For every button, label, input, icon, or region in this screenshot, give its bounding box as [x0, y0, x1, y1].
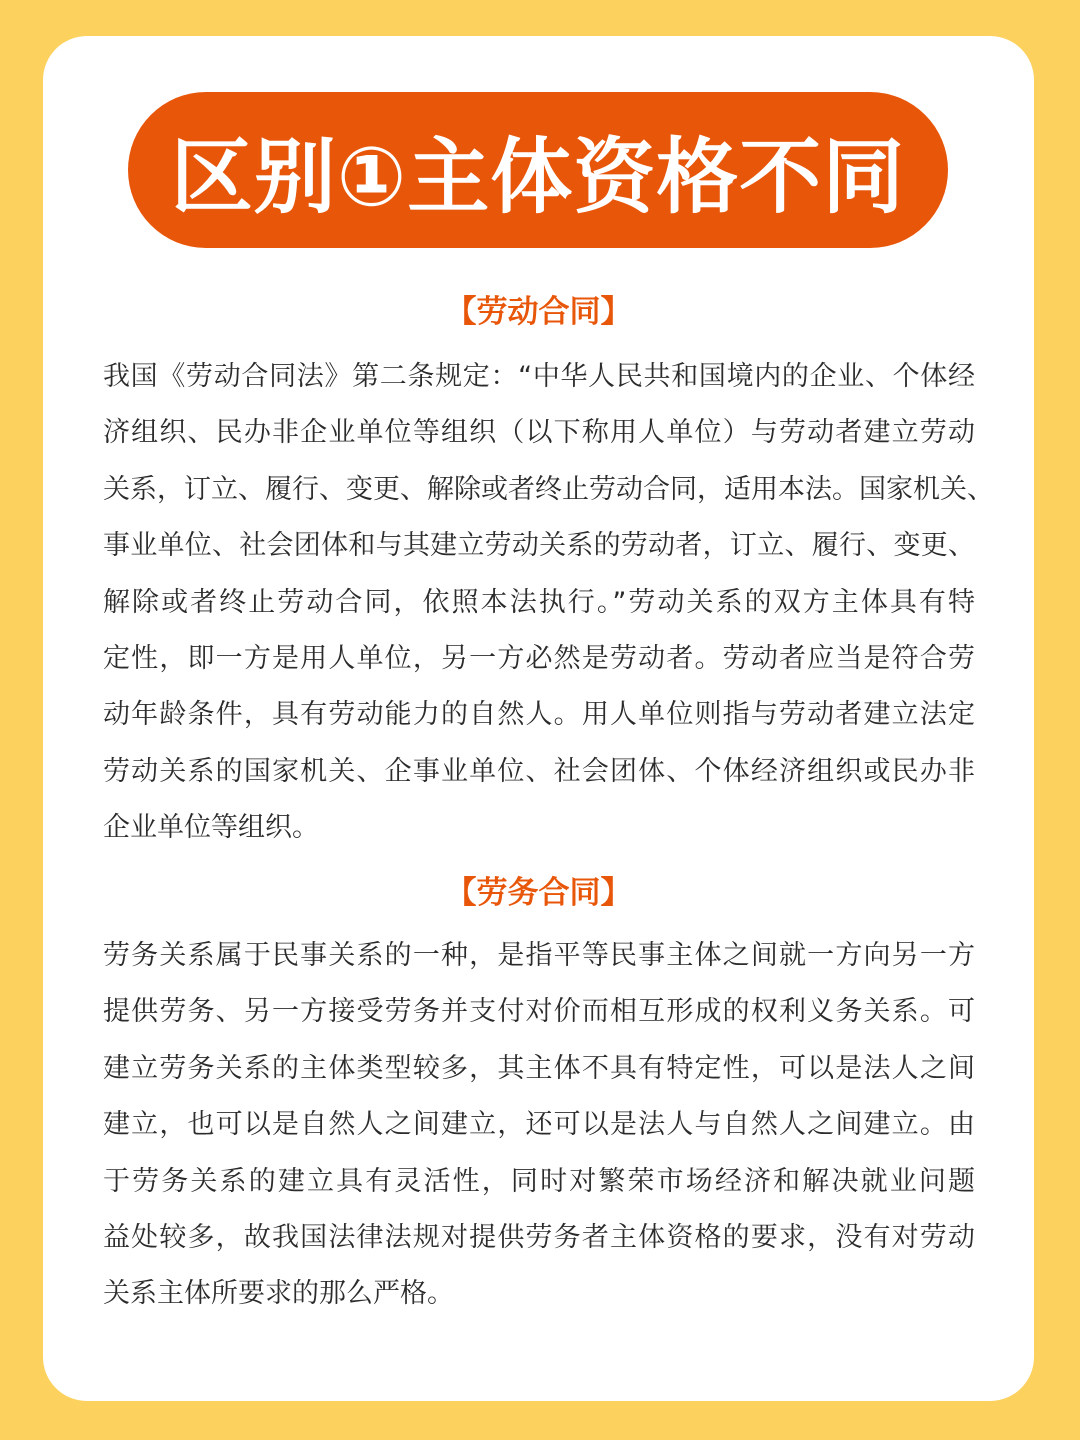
paragraph-line: 企业单位等组织。: [103, 812, 319, 844]
paragraph-line: 劳动关系的国家机关、企事业单位、社会团体、个体经济组织或民办非: [103, 755, 975, 787]
paragraph-line: 我国《劳动合同法》第二条规定：“中华人民共和国境内的企业、个体经: [103, 361, 975, 392]
paragraph-line: 关系，订立、履行、变更、解除或者终止劳动合同，适用本法。国家机关、: [103, 473, 994, 505]
paragraph-labor-contract: [103, 349, 994, 857]
paragraph-line: 定性，即一方是用人单位，另一方必然是劳动者。劳动者应当是符合劳: [103, 643, 975, 675]
page-title: 区别①主体资格不同: [170, 129, 906, 225]
paragraph-service-contract: [103, 928, 975, 1323]
title-banner: [128, 92, 948, 248]
paragraph-line: 关系主体所要求的那么严格。: [103, 1278, 454, 1310]
paragraph-line: 解除或者终止劳动合同，依照本法执行。”劳动关系的双方主体具有特: [103, 586, 975, 618]
paragraph-line: 劳务关系属于民事关系的一种，是指平等民事主体之间就一方向另一方: [103, 940, 975, 971]
paragraph-line: 动年龄条件，具有劳动能力的自然人。用人单位则指与劳动者建立法定: [103, 699, 975, 731]
paragraph-line: 建立，也可以是自然人之间建立，还可以是法人与自然人之间建立。由: [103, 1109, 975, 1141]
paragraph-line: 于劳务关系的建立具有灵活性，同时对繁荣市场经济和解决就业问题: [103, 1165, 975, 1197]
paragraph-line: 事业单位、社会团体和与其建立劳动关系的劳动者，订立、履行、变更、: [103, 530, 975, 562]
paragraph-line: 益处较多，故我国法律法规对提供劳务者主体资格的要求，没有对劳动: [103, 1222, 975, 1254]
section-heading-labor-contract: 【劳动合同】: [445, 294, 632, 330]
content-card: [43, 36, 1034, 1401]
paragraph-line: 提供劳务、另一方接受劳务并支付对价而相互形成的权利义务关系。可: [103, 996, 975, 1028]
paragraph-line: 济组织、民办非企业单位等组织（以下称用人单位）与劳动者建立劳动: [103, 417, 975, 449]
paragraph-line: 建立劳务关系的主体类型较多，其主体不具有特定性，可以是法人之间: [103, 1052, 975, 1084]
section-heading-service-contract: 【劳务合同】: [445, 875, 632, 911]
